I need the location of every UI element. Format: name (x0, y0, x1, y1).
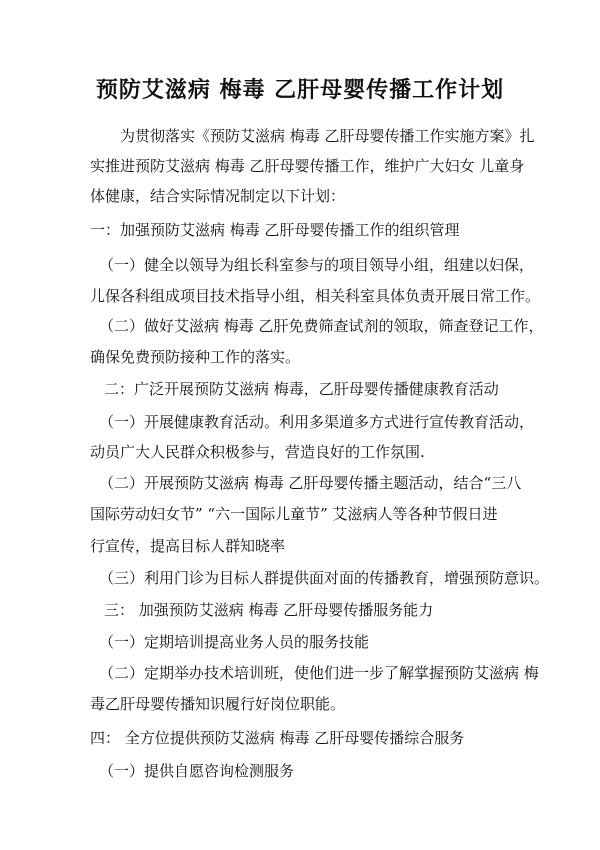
body-line: 儿保各科组成项目技术指导小组，相关科室具体负责开展日常工作。 (90, 287, 541, 305)
body-line: （一）定期培训提高业务人员的服务技能 (99, 633, 370, 651)
body-line: 毒乙肝母婴传播知识履行好岗位职能。 (90, 695, 346, 713)
document-title: 预防艾滋病 梅毒 乙肝母婴传播工作计划 (95, 77, 505, 103)
body-line: 实推进预防艾滋病 梅毒 乙肝母婴传播工作，维护广大妇女 儿童身 (90, 157, 525, 175)
body-line: 国际劳动妇女节” “六一国际儿童节” 艾滋病人等各种节假日进 (90, 505, 498, 523)
section-heading: 二：广泛开展预防艾滋病 梅毒，乙肝母婴传播健康教育活动 (104, 380, 499, 398)
body-line: 体健康，结合实际情况制定以下计划： (90, 187, 346, 205)
body-line: （一）提供自愿咨询检测服务 (99, 762, 295, 780)
body-line: （二）开展预防艾滋病 梅毒 乙肝母婴传播主题活动，结合“三八 (99, 474, 522, 492)
body-line: （二）定期举办技术培训班，使他们进一步了解掌握预防艾滋病 梅 (99, 664, 539, 682)
body-line: 动员广大人民群众积极参与，营造良好的工作氛围. (90, 443, 425, 461)
body-line: 确保免费预防接种工作的落实。 (90, 348, 301, 366)
body-line: （三）利用门诊为目标人群提供面对面的传播教育，增强预防意识。 (99, 569, 550, 587)
body-line: （一）开展健康教育活动。利用多渠道多方式进行宣传教育活动， (99, 413, 535, 431)
body-line: （二）做好艾滋病 梅毒 乙肝免费筛查试剂的领取，筛查登记工作， (99, 317, 544, 335)
section-heading: 三： 加强预防艾滋病 梅毒 乙肝母婴传播服务能力 (104, 601, 434, 619)
body-line: 行宣传，提高目标人群知晓率 (90, 537, 286, 555)
body-line: （一）健全以领导为组长科室参与的项目领导小组，组建以妇保， (99, 256, 535, 274)
section-heading: 一：加强预防艾滋病 梅毒 乙肝母婴传播工作的组织管理 (90, 221, 460, 239)
body-line: 为贯彻落实《预防艾滋病 梅毒 乙肝母婴传播工作实施方案》扎 (120, 127, 535, 145)
section-heading: 四： 全方位提供预防艾滋病 梅毒 乙肝母婴传播综合服务 (90, 729, 465, 747)
